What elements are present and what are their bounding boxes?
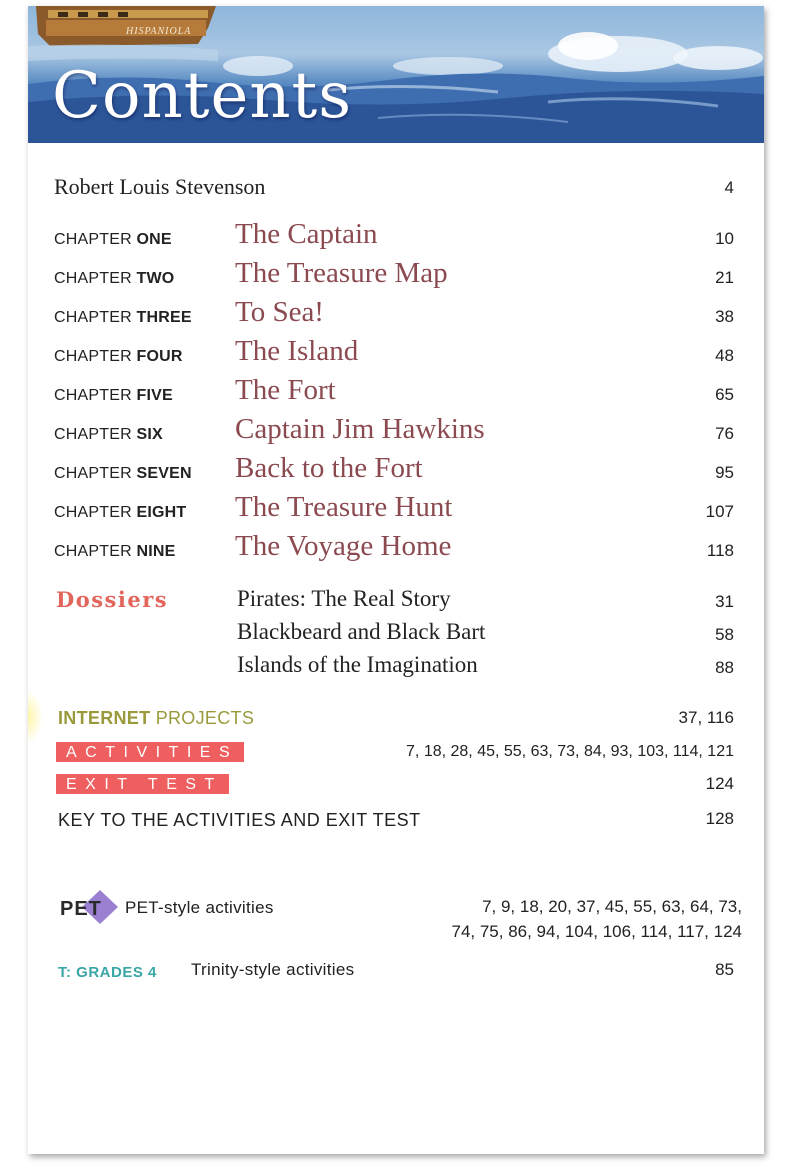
chapter-label: CHAPTER THREE xyxy=(54,309,192,326)
dossier-page: 58 xyxy=(715,625,734,644)
trinity-tag: T: GRADES 4 xyxy=(58,964,157,981)
exit-test-label[interactable]: EXIT TEST xyxy=(56,774,229,794)
activities-label[interactable]: ACTIVITIES xyxy=(56,742,244,762)
key-label[interactable]: KEY TO THE ACTIVITIES AND EXIT TEST xyxy=(58,810,421,830)
chapter-page: 95 xyxy=(715,463,734,482)
chapter-page: 107 xyxy=(705,502,734,521)
trinity-pages: 85 xyxy=(715,960,734,979)
chapter-title[interactable]: The Voyage Home xyxy=(235,530,452,562)
internet-projects-label[interactable]: INTERNET PROJECTS xyxy=(58,708,255,728)
chapter-label: CHAPTER NINE xyxy=(54,543,176,560)
chapter-title[interactable]: Back to the Fort xyxy=(235,452,423,484)
pet-logo-icon xyxy=(58,890,124,924)
dossier-page: 31 xyxy=(715,592,734,611)
page-title: Contents xyxy=(52,59,353,133)
pet-pages xyxy=(451,894,742,944)
author-entry[interactable]: Robert Louis Stevenson xyxy=(54,174,266,199)
chapter-label: CHAPTER ONE xyxy=(54,231,172,248)
pet-pages-line: 74, 75, 86, 94, 104, 106, 114, 117, 124 xyxy=(451,922,742,941)
chapter-label: CHAPTER FOUR xyxy=(54,348,183,365)
chapter-label: CHAPTER TWO xyxy=(54,270,175,287)
contents-page xyxy=(28,6,764,1154)
dossier-title[interactable]: Pirates: The Real Story xyxy=(237,586,451,611)
author-page: 4 xyxy=(724,178,734,197)
internet-projects-pages: 37, 116 xyxy=(678,708,734,727)
chapter-label: CHAPTER SIX xyxy=(54,426,163,443)
chapter-page: 48 xyxy=(715,346,734,365)
chapter-title[interactable]: The Island xyxy=(235,335,359,367)
chapter-title[interactable]: The Treasure Map xyxy=(235,257,448,289)
chapter-page: 118 xyxy=(706,541,734,560)
chapter-page: 65 xyxy=(715,385,734,404)
pet-logo-text: PET xyxy=(60,898,102,920)
pet-label[interactable]: PET-style activities xyxy=(125,898,274,917)
ship-name-label: HISPANIOLA xyxy=(126,26,192,37)
chapter-label: CHAPTER EIGHT xyxy=(54,504,187,521)
dossiers-heading: Dossiers xyxy=(56,587,169,612)
chapter-title[interactable]: Captain Jim Hawkins xyxy=(235,413,485,445)
chapter-title[interactable]: The Fort xyxy=(235,374,336,406)
chapter-title[interactable]: To Sea! xyxy=(235,296,324,328)
chapter-title[interactable]: The Treasure Hunt xyxy=(235,491,453,523)
dossier-title[interactable]: Islands of the Imagination xyxy=(237,652,478,677)
chapter-page: 76 xyxy=(715,424,734,443)
dossier-page: 88 xyxy=(715,658,734,677)
header-banner xyxy=(28,6,764,143)
key-pages: 128 xyxy=(705,809,734,828)
pet-pages-line: 7, 9, 18, 20, 37, 45, 55, 63, 64, 73, xyxy=(482,897,742,916)
highlight-glow xyxy=(28,692,42,742)
activities-pages: 7, 18, 28, 45, 55, 63, 73, 84, 93, 103, 114, 121 xyxy=(406,743,734,760)
chapter-page: 21 xyxy=(715,268,734,287)
dossier-title[interactable]: Blackbeard and Black Bart xyxy=(237,619,486,644)
chapter-page: 10 xyxy=(715,229,734,248)
chapter-label: CHAPTER SEVEN xyxy=(54,465,192,482)
chapter-page: 38 xyxy=(715,307,734,326)
exit-test-pages: 124 xyxy=(705,774,734,793)
chapter-label: CHAPTER FIVE xyxy=(54,387,173,404)
trinity-label[interactable]: Trinity-style activities xyxy=(191,960,355,979)
chapter-title[interactable]: The Captain xyxy=(235,218,378,250)
